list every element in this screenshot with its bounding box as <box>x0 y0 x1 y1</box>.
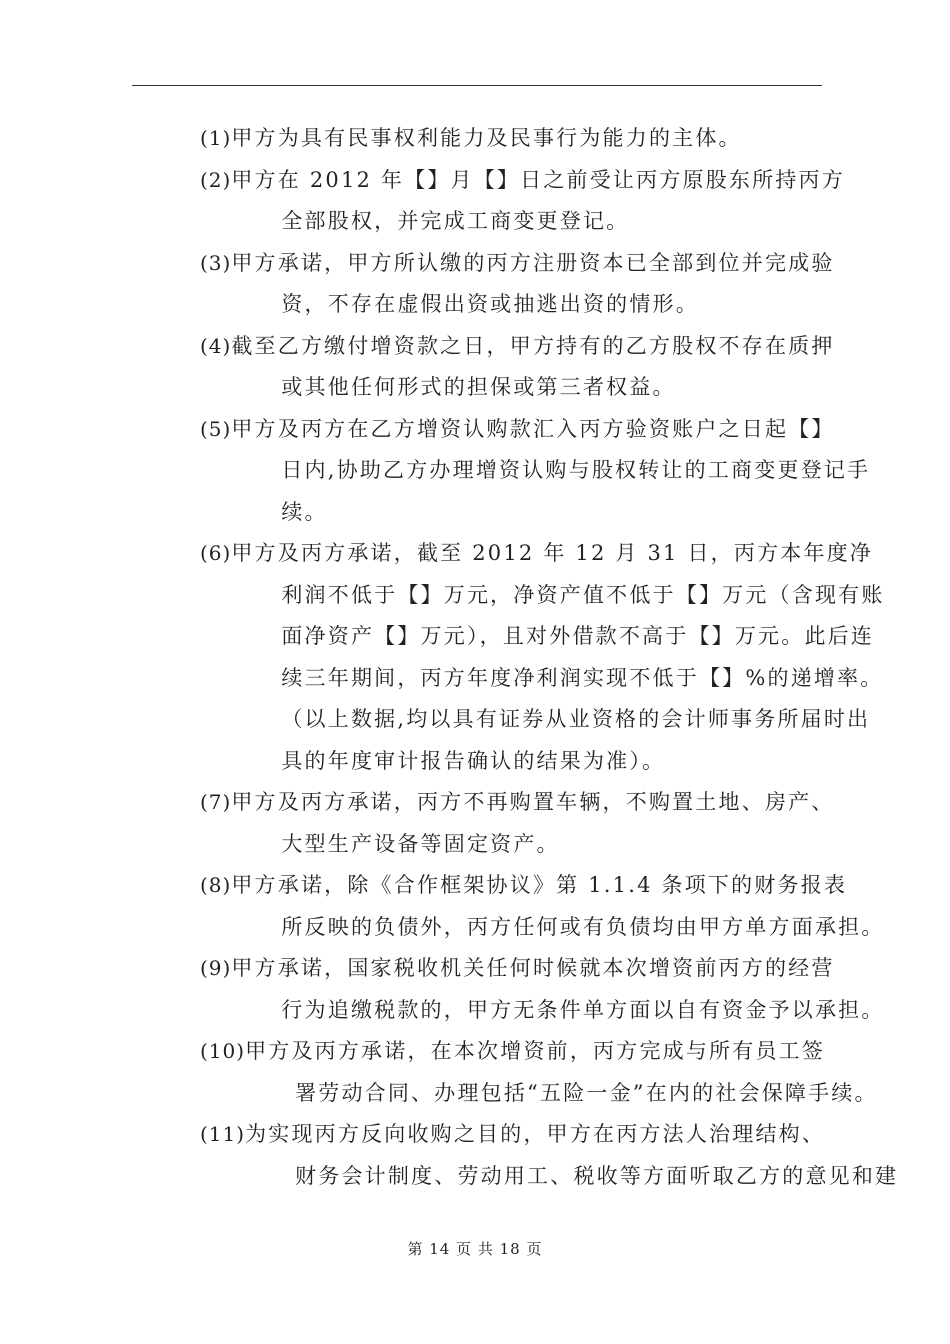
clause-line: 具的年度审计报告确认的结果为准）。 <box>281 748 666 773</box>
clause-text <box>231 948 884 1031</box>
clause-item <box>200 1031 878 1114</box>
clause-text <box>231 326 834 409</box>
clause-line: 大型生产设备等固定资产。 <box>281 831 560 856</box>
document-body <box>200 118 899 1197</box>
clause-line: 署劳动合同、办理包括“五险一金”在内的社会保障手续。 <box>295 1080 878 1105</box>
clause-line: 甲方承诺，国家税收机关任何时候就本次增资前丙方的经营 <box>231 956 835 980</box>
clause-line: 日内,协助乙方办理增资认购与股权转让的工商变更登记手 <box>281 458 871 482</box>
clause-item <box>200 409 871 534</box>
clause-number: (4) <box>200 333 232 358</box>
clause-number: (10) <box>200 1039 246 1063</box>
clause-line: 甲方及丙方承诺，截至 2012 年 12 月 31 日，丙方本年度净 <box>231 541 874 565</box>
clause-item <box>200 1114 899 1197</box>
clause-line: 续。 <box>281 499 328 524</box>
clause-line: （以上数据,均以具有证券从业资格的会计师事务所届时出 <box>281 707 871 731</box>
clause-text <box>245 1114 898 1197</box>
header-rule <box>132 85 822 86</box>
clause-text <box>231 118 822 160</box>
clause-line: 甲方在 2012 年【】月【】日之前受让丙方原股东所持丙方 <box>231 167 845 192</box>
clause-line: 全部股权，并完成工商变更登记。 <box>281 209 630 233</box>
clause-line: 甲方承诺，除《合作框架协议》第 1.1.4 条项下的财务报表 <box>231 873 848 897</box>
clause-text <box>231 533 884 782</box>
clause-number: (5) <box>200 416 232 441</box>
clause-item <box>200 782 835 865</box>
clause-line: 续三年期间，丙方年度净利润实现不低于【】%的递增率。 <box>281 665 884 690</box>
clause-line: 甲方及丙方承诺，在本次增资前，丙方完成与所有员工签 <box>245 1039 826 1063</box>
clause-item <box>200 243 835 326</box>
clause-item <box>200 160 845 243</box>
clause-line: 所反映的负债外，丙方任何或有负债均由甲方单方面承担。 <box>281 914 885 939</box>
clause-number: (9) <box>200 956 232 980</box>
clause-text <box>245 1031 878 1114</box>
clause-line: 甲方及丙方在乙方增资认购款汇入丙方验资账户之日起【】 <box>231 416 835 441</box>
clause-item <box>200 865 885 948</box>
clause-line: 利润不低于【】万元，净资产值不低于【】万元（含现有账 <box>281 582 885 607</box>
clause-item <box>200 948 885 1031</box>
page-number-footer: 第 14 页 共 18 页 <box>407 1240 543 1258</box>
clause-item <box>200 533 885 782</box>
clause-line: 或其他任何形式的担保或第三者权益。 <box>281 375 676 399</box>
clause-text <box>231 243 834 326</box>
clause-number: (11) <box>200 1122 246 1146</box>
clause-item <box>200 326 835 409</box>
clause-line: 资，不存在虚假出资或抽逃出资的情形。 <box>281 292 699 316</box>
clause-text <box>231 782 834 865</box>
clause-number: (7) <box>200 790 232 814</box>
clause-line: 甲方及丙方承诺，丙方不再购置车辆，不购置土地、房产、 <box>231 790 835 814</box>
clause-number: (8) <box>200 873 232 897</box>
clause-line: 甲方为具有民事权利能力及民事行为能力的主体。 <box>231 126 742 150</box>
clause-item <box>200 118 822 160</box>
clause-text <box>231 160 845 243</box>
clause-text <box>231 865 884 948</box>
clause-number: (2) <box>200 167 232 192</box>
clause-number: (6) <box>200 541 232 565</box>
clause-line: 财务会计制度、劳动用工、税收等方面听取乙方的意见和建 <box>295 1163 899 1188</box>
clause-line: 行为追缴税款的，甲方无条件单方面以自有资金予以承担。 <box>281 997 885 1022</box>
clause-number: (1) <box>200 126 232 150</box>
clause-line: 甲方承诺，甲方所认缴的丙方注册资本已全部到位并完成验 <box>231 250 835 275</box>
clause-line: 截至乙方缴付增资款之日，甲方持有的乙方股权不存在质押 <box>231 333 835 358</box>
clause-line: 为实现丙方反向收购之目的，甲方在丙方法人治理结构、 <box>245 1122 826 1146</box>
clause-line: 面净资产【】万元），且对外借款不高于【】万元。此后连 <box>281 624 875 648</box>
clause-number: (3) <box>200 250 232 275</box>
clause-text <box>231 409 870 534</box>
